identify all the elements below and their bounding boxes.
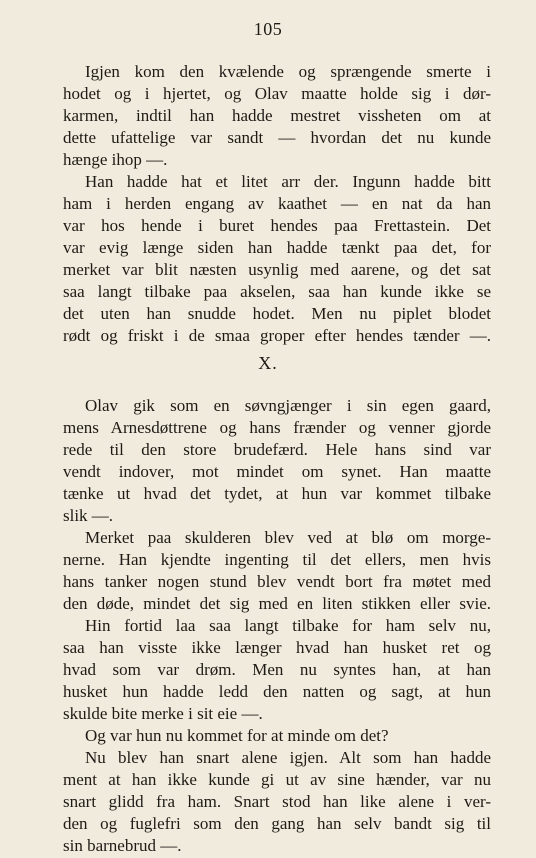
text-line: Olav gik som en søvngjænger i sin egen gaard,	[85, 396, 491, 415]
chapter-heading: X.	[258, 353, 278, 373]
text-line: Merket paa skulderen blev ved at blø om morge-	[85, 528, 491, 547]
text-line: merket var blit næsten usynlig med aarene, og det sat	[63, 260, 491, 279]
text-line: vendt indover, mot mindet om synet. Han maatte	[63, 462, 491, 481]
text-line: hodet og i hjertet, og Olav maatte holde sig i dør-	[63, 84, 491, 103]
text-line: den døde, mindet det sig med en liten stikken eller svie.	[63, 594, 491, 613]
text-line: tænke ut hvad det tydet, at hun var kommet tilbake	[63, 484, 491, 503]
text-line: slik —.	[63, 506, 114, 525]
text-line: ment at han ikke kunde gi ut av sine hænder, var nu	[63, 770, 491, 789]
text-line: Hin fortid laa saa langt tilbake for ham selv nu,	[85, 616, 491, 635]
text-line: Og var hun nu kommet for at minde om det?	[85, 726, 389, 745]
text-line: karmen, indtil han hadde mestret vissheten om at	[63, 106, 491, 125]
text-line: Han hadde hat et litet arr der. Ingunn hadde bitt	[85, 172, 491, 191]
text-line: hvad som var drøm. Men nu syntes han, at han	[63, 660, 491, 679]
text-line: hænge ihop —.	[63, 150, 168, 169]
text-line: sin barnebrud —.	[63, 836, 182, 855]
text-line: saa han visste ikke længer hvad han husket ret og	[63, 638, 491, 657]
text-line: det uten han snudde hodet. Men nu piplet blodet	[63, 304, 491, 323]
text-line: dette ufattelige var sandt — hvordan det nu kunde	[63, 128, 491, 147]
text-line: saa langt tilbake paa akselen, saa han kunde ikke se	[63, 282, 491, 301]
text-line: den og fuglefri som den gang han selv bandt sig til	[63, 814, 491, 833]
text-line: var hos hende i buret hendes paa Frettastein. Det	[63, 216, 491, 235]
text-line: husket hun hadde ledd den natten og sagt, at hun	[63, 682, 491, 701]
page-number: 105	[253, 19, 283, 39]
text-line: skulde bite merke i sit eie —.	[63, 704, 263, 723]
text-line: rede til den store brudefærd. Hele hans sind var	[63, 440, 491, 459]
text-line: nerne. Han kjendte ingenting til det ellers, men hvis	[63, 550, 491, 569]
text-line: snart glidd fra ham. Snart stod han like alene i ver-	[63, 792, 491, 811]
text-line: mens Arnesdøttrene og hans frænder og venner gjorde	[63, 418, 491, 437]
text-line: Nu blev han snart alene igjen. Alt som han hadde	[85, 748, 491, 767]
text-line: hans tanker nogen stund blev vendt bort fra møtet med	[63, 572, 491, 591]
text-line: ham i herden engang av kaathet — en nat da han	[63, 194, 491, 213]
text-line: Igjen kom den kvælende og sprængende smerte i	[85, 62, 491, 81]
text-line: var evig længe siden han hadde tænkt paa det, for	[63, 238, 491, 257]
text-line: rødt og friskt i de smaa groper efter hendes tænder —.	[63, 326, 491, 345]
